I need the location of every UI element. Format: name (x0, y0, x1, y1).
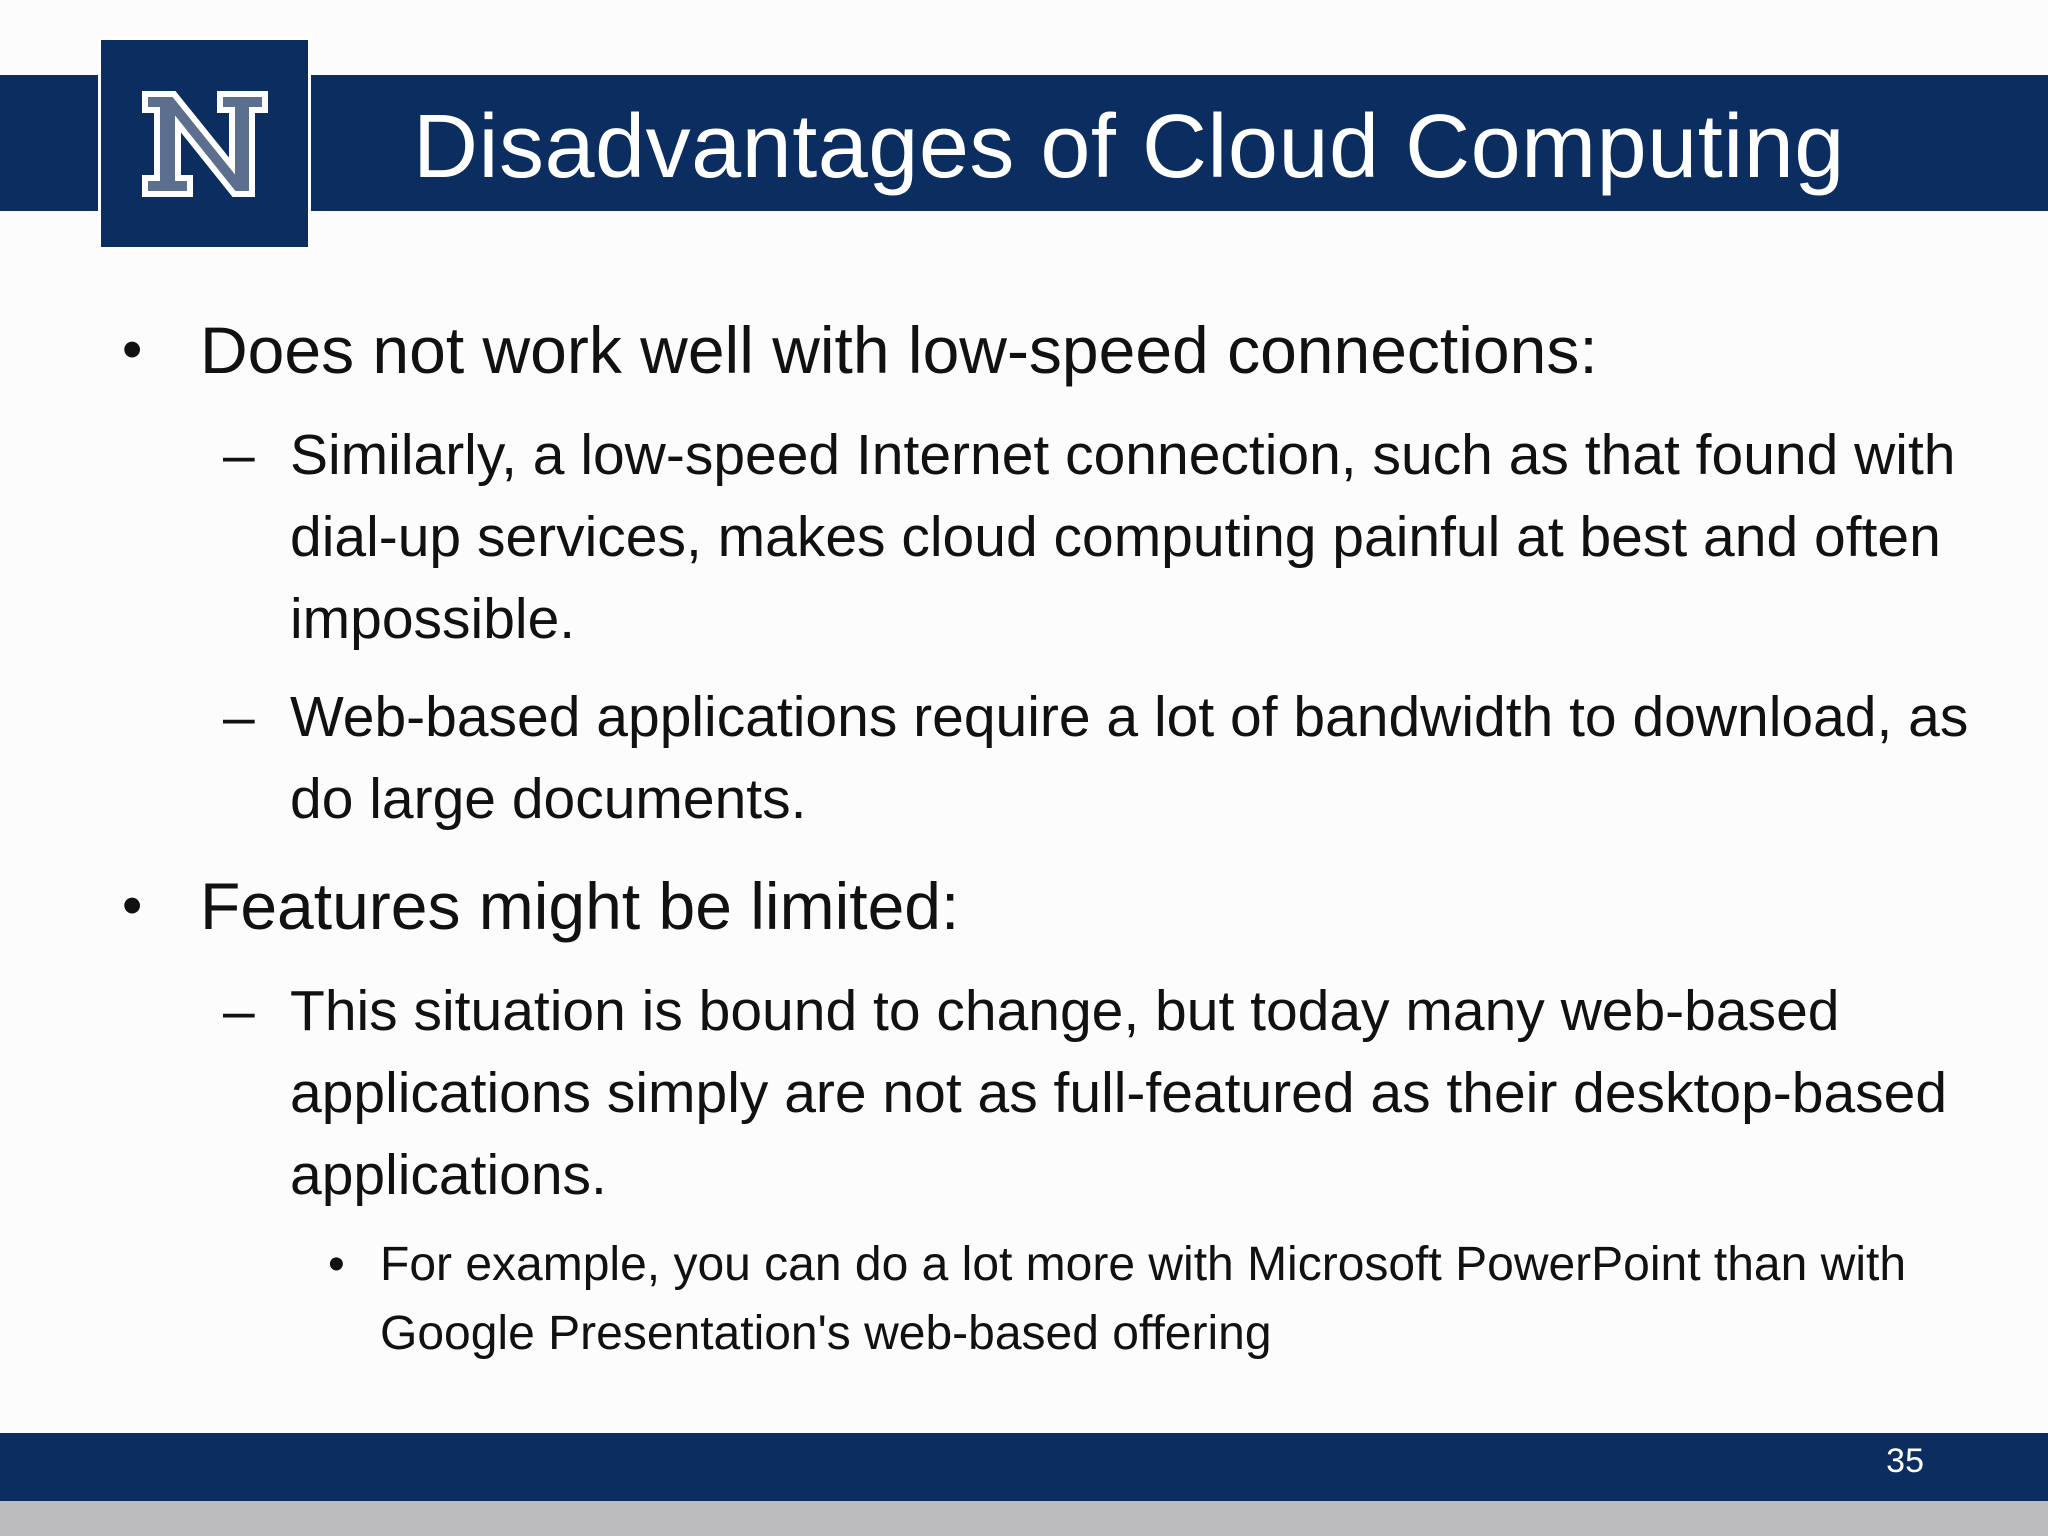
sub-bullet-text: Similarly, a low-speed Internet connection, such as that found with dial-up services, makes cloud computing painful at best and often impossible. (290, 423, 1956, 651)
sub-sub-bullet-text: For example, you can do a lot more with Microsoft PowerPoint than with Google Presentation's web-based offering (380, 1238, 1907, 1360)
bullet-marker: • (122, 317, 143, 382)
sub-bullet-full-featured (223, 970, 1990, 1216)
sub-bullet-text: This situation is bound to change, but today many web-based applications simply are not as full-featured as their desktop-based applications. (290, 979, 1948, 1207)
footer-bar (0, 1433, 2048, 1501)
bullet-text: Does not work well with low-speed connections: (200, 313, 1598, 387)
dash-marker: – (223, 423, 255, 487)
sub-bullet-dial-up (223, 414, 1990, 660)
sub-bullet-bandwidth (223, 676, 1990, 840)
bottom-strip (0, 1501, 2048, 1536)
bullet-marker: • (122, 873, 143, 938)
slide-title: Disadvantages of Cloud Computing (413, 97, 1845, 197)
sub-sub-bullet-powerpoint-example (328, 1230, 1980, 1368)
dash-marker: – (223, 685, 255, 749)
bullet-low-speed-connections (122, 310, 1598, 390)
page-number: 35 (1886, 1442, 1924, 1480)
sub-bullet-text: Web-based applications require a lot of bandwidth to download, as do large documents. (290, 685, 1969, 831)
bullet-features-limited (122, 866, 960, 946)
dash-marker: – (223, 979, 255, 1043)
bullet-marker: • (328, 1238, 345, 1291)
bullet-text: Features might be limited: (200, 869, 960, 943)
